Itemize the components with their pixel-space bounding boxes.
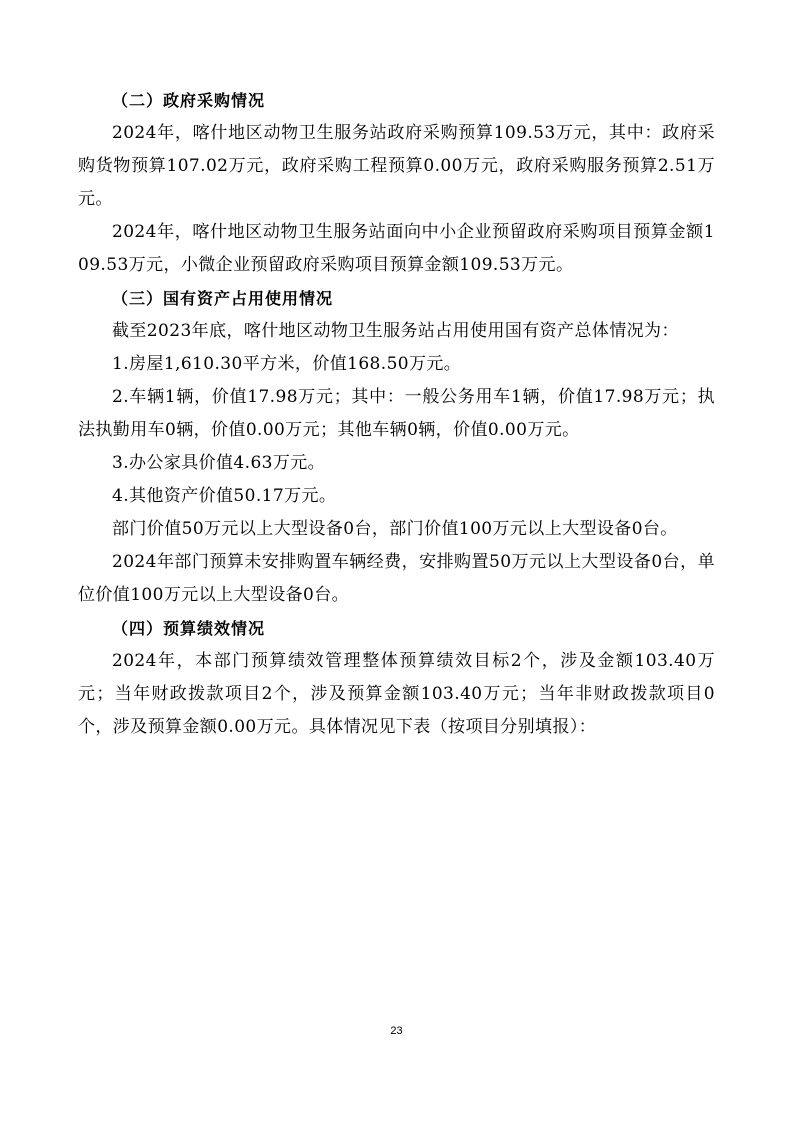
paragraph: 截至2023年底，喀什地区动物卫生服务站占用使用国有资产总体情况为：	[112, 321, 679, 341]
list-item: 2.车辆1辆，价值17.98万元；其中：一般公务用车1辆，价值17.98万元；执法执勤用车0辆，价值0.00万元；其他车辆0辆，价值0.00万元。	[78, 387, 715, 440]
section-heading: （四）预算绩效情况	[112, 619, 266, 638]
paragraph: 2024年，喀什地区动物卫生服务站面向中小企业预留政府采购项目预算金额109.53万元，小微企业预留政府采购项目预算金额109.53万元。	[78, 222, 715, 275]
list-item: 1.房屋1,610.30平方米，价值168.50万元。	[112, 354, 462, 374]
document-body	[78, 84, 715, 744]
paragraph: 2024年，喀什地区动物卫生服务站政府采购预算109.53万元，其中：政府采购货物预算107.02万元，政府采购工程预算0.00万元，政府采购服务预算2.51万元。	[78, 123, 715, 209]
section-budget-performance	[78, 612, 715, 744]
section-heading: （三）国有资产占用使用情况	[112, 289, 334, 308]
paragraph: 2024年，本部门预算绩效管理整体预算绩效目标2个，涉及金额103.40万元；当年财政拨款项目2个，涉及预算金额103.40万元；当年非财政拨款项目0个，涉及预算金额0.00万元。具体情况见下表（按项目分别填报）：	[78, 651, 715, 737]
list-item: 4.其他资产价值50.17万元。	[112, 486, 337, 506]
section-state-assets	[78, 282, 715, 612]
section-heading: （二）政府采购情况	[112, 91, 266, 110]
paragraph: 2024年部门预算未安排购置车辆经费，安排购置50万元以上大型设备0台，单位价值100万元以上大型设备0台。	[78, 552, 715, 605]
page-number: 23	[390, 1025, 403, 1037]
section-government-procurement	[78, 84, 715, 282]
list-item: 3.办公家具价值4.63万元。	[112, 453, 326, 473]
paragraph: 部门价值50万元以上大型设备0台，部门价值100万元以上大型设备0台。	[112, 519, 678, 539]
